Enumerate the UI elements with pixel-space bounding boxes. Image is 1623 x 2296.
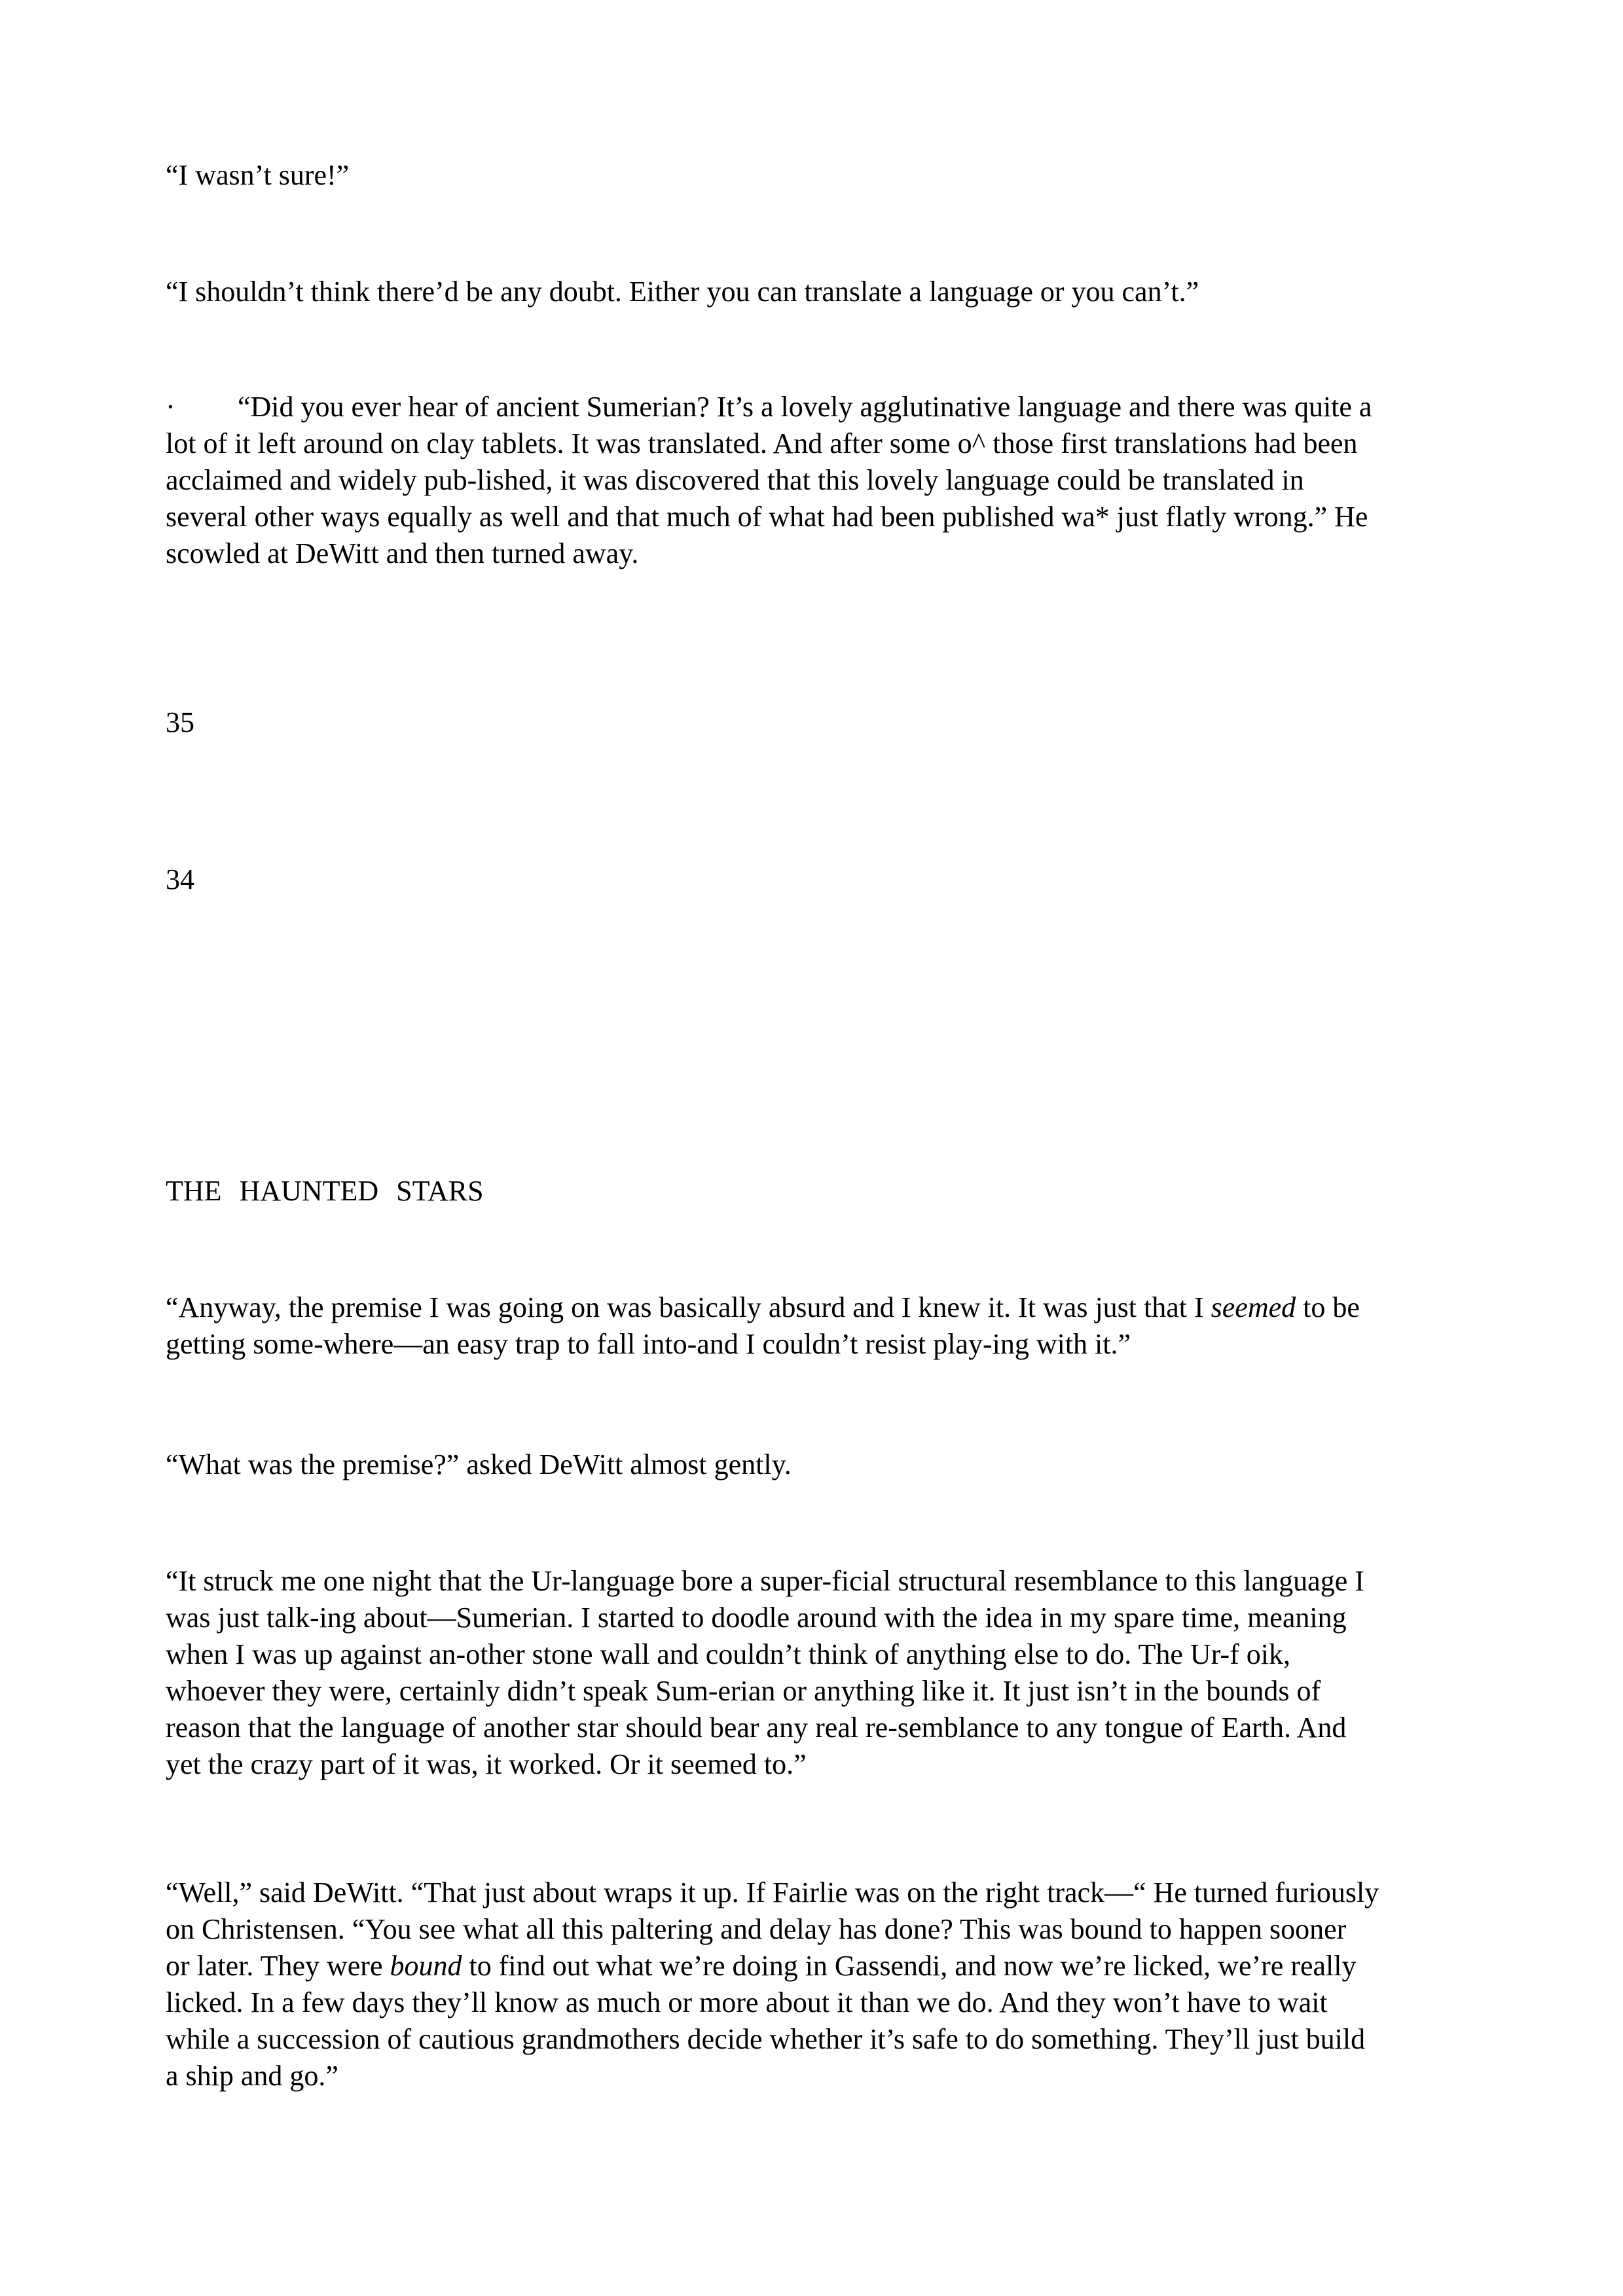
emphasis-text: seemed (1211, 1291, 1296, 1323)
paragraph-line (166, 1948, 1462, 1984)
line-text: “Did you ever hear of ancient Sumerian? It’s a lovely agglutinative language and there was quite a (238, 391, 1372, 423)
paragraph-i-wasnt-sure: “I wasn’t sure!” (166, 159, 350, 191)
paragraph-line: “Well,” said DeWitt. “That just about wraps it up. If Fairlie was on the right track—“ He turned furiously (166, 1876, 1379, 1909)
paragraph-line: yet the crazy part of it was, it worked. Or it seemed to.” (166, 1748, 807, 1780)
paragraph-line: on Christensen. “You see what all this paltering and delay has done? This was bound to happen sooner (166, 1913, 1347, 1945)
paragraph-premise-absurd (166, 1289, 1462, 1363)
paragraph-line: while a succession of cautious grandmothers decide whether it’s safe to do something. They’ll just build (166, 2023, 1366, 2055)
paragraph-line: was just talk-ing about—Sumerian. I started to doodle around with the idea in my spare time, meaning (166, 1602, 1347, 1634)
paragraph-translate-doubt: “I shouldn’t think there’d be any doubt. Either you can translate a language or you can’t.” (166, 276, 1199, 308)
paragraph-line: “It struck me one night that the Ur-language bore a super-ficial structural resemblance to this language I (166, 1565, 1364, 1597)
line-text: “Anyway, the premise I was going on was basically absurd and I knew it. It was just that I (166, 1291, 1211, 1323)
paragraph-what-was-premise: “What was the premise?” asked DeWitt almost gently. (166, 1448, 792, 1480)
paragraph-line: scowled at DeWitt and then turned away. (166, 537, 639, 569)
line-text: or later. They were (166, 1950, 390, 1982)
running-head: THE HAUNTED STARS (166, 1175, 484, 1207)
line-text: to be (1296, 1291, 1360, 1323)
paragraph-line: several other ways equally as well and that much of what had been published wa* just flatly wrong.” He (166, 501, 1368, 533)
paragraph-line (166, 1289, 1462, 1326)
emphasis-text: bound (390, 1950, 462, 1982)
paragraph-line: getting some-where—an easy trap to fall into-and I couldn’t resist play-ing with it.” (166, 1328, 1131, 1360)
paragraph-line: licked. In a few days they’ll know as much or more about it than we do. And they won’t have to wait (166, 1986, 1328, 2018)
paragraph-sumerian (166, 389, 1462, 572)
paragraph-line: when I was up against an-other stone wall and couldn’t think of anything else to do. The Ur-f oik, (166, 1638, 1290, 1670)
paragraph-well-said-dewitt (166, 1874, 1462, 2094)
paragraph-line: lot of it left around on clay tablets. It was translated. And after some o^ those first translations had been (166, 427, 1358, 459)
line-text: to find out what we’re doing in Gassendi, and now we’re licked, we’re really (462, 1950, 1357, 1982)
paragraph-ur-language (166, 1563, 1462, 1783)
paragraph-line: a ship and go.” (166, 2060, 338, 2092)
paragraph-line: reason that the language of another star should bear any real re-semblance to any tongue of Earth. And (166, 1712, 1347, 1744)
bullet-mark: · (166, 391, 175, 423)
paragraph-line (166, 389, 1462, 425)
page-number: 35 (166, 706, 194, 738)
page-number: 34 (166, 863, 194, 895)
paragraph-line: whoever they were, certainly didn’t speak Sum-erian or anything like it. It just isn’t in the bounds of (166, 1675, 1321, 1707)
paragraph-line: acclaimed and widely pub-lished, it was discovered that this lovely language could be translated in (166, 464, 1304, 496)
